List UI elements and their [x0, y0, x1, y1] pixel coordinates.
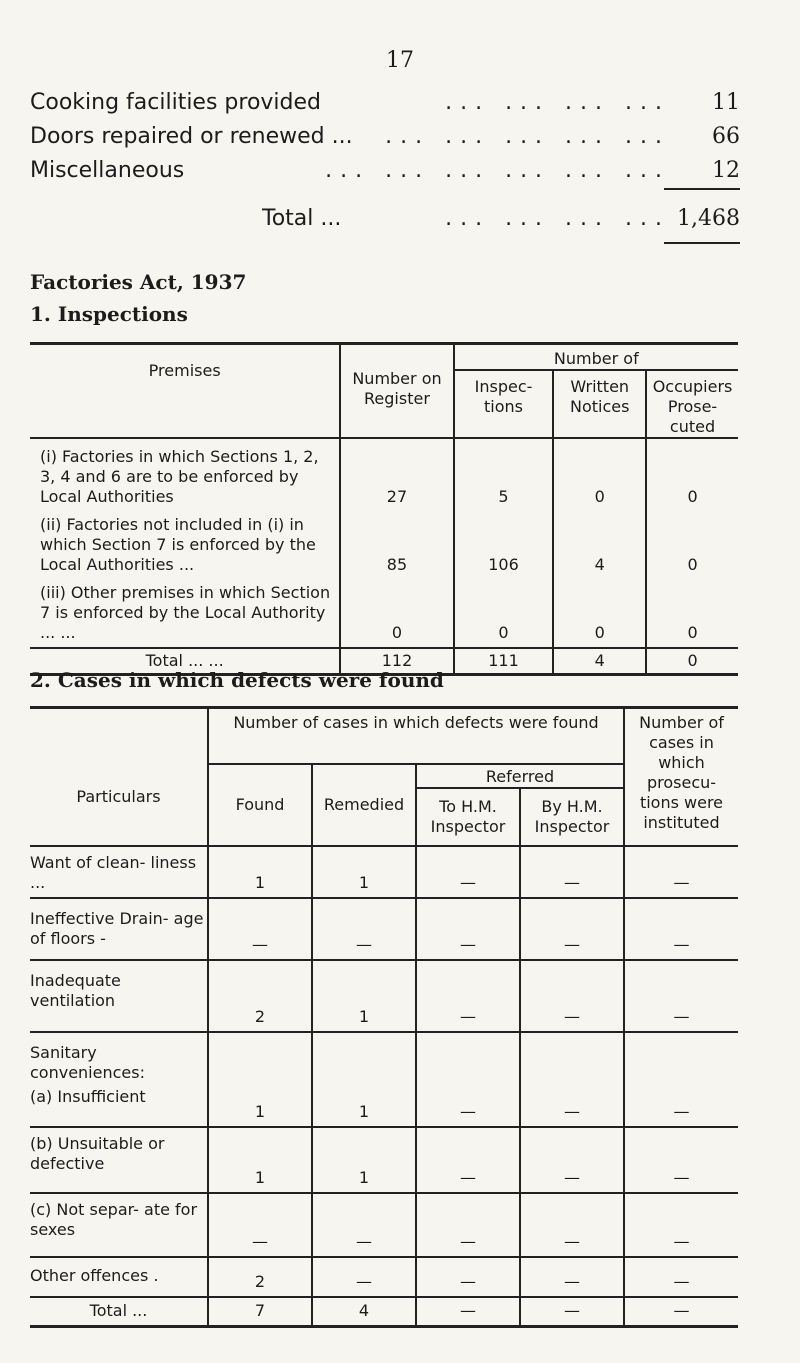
header-particulars: Particulars — [30, 708, 208, 846]
particulars-cell: Inadequate ventilation — [30, 960, 208, 1032]
found-cell — [208, 1032, 312, 1087]
by-hm-cell: — — [520, 898, 624, 960]
found-cell: — — [208, 1193, 312, 1257]
to-hm-cell: — — [416, 1127, 520, 1193]
found-cell: 2 — [208, 1257, 312, 1297]
total-prosecutions-cell: — — [624, 1297, 738, 1327]
summary-label: Cooking facilities provided — [30, 90, 322, 115]
prosecutions-cell: — — [624, 1087, 738, 1127]
remedied-cell: — — [312, 898, 416, 960]
section-title: 2. Cases in which defects were found — [30, 668, 444, 692]
leader-dots: ... ... ... ... ... — [385, 124, 670, 149]
summary-row — [30, 90, 740, 118]
prosecutions-cell — [624, 1032, 738, 1087]
total-by-hm-cell: — — [520, 1297, 624, 1327]
total-notices-cell: 4 — [553, 648, 646, 674]
prosecutions-cell: — — [624, 960, 738, 1032]
particulars-cell: Other offences . — [30, 1257, 208, 1297]
header-register: Number on Register — [340, 344, 453, 439]
total-prosecuted-cell: 0 — [646, 648, 738, 674]
by-hm-cell — [520, 1032, 624, 1087]
total-label-cell: Total ... ... — [145, 650, 224, 670]
total-to-hm-cell: — — [416, 1297, 520, 1327]
header-inspections: Inspec- tions — [454, 370, 554, 438]
leader-dots: ... ... ... ... — [445, 90, 670, 115]
found-cell: 1 — [208, 1087, 312, 1127]
inspections-cell: 0 — [454, 575, 554, 648]
header-number-of: Number of — [454, 344, 738, 371]
notices-cell: 0 — [553, 575, 646, 648]
leader-dots: ... ... ... ... — [445, 206, 670, 231]
premises-cell: (iii) Other premises in which Section 7 is enforced by the Local Authority ... ... — [30, 575, 340, 648]
prosecutions-cell: — — [624, 898, 738, 960]
notices-cell: 4 — [553, 507, 646, 575]
remedied-cell: 1 — [312, 846, 416, 898]
by-hm-cell: — — [520, 1257, 624, 1297]
summary-value: 12 — [712, 158, 740, 183]
particulars-cell: Want of clean- liness ... — [30, 846, 208, 898]
defects-table — [30, 706, 738, 1328]
particulars-cell: Ineffective Drain- age of floors - — [30, 898, 208, 960]
to-hm-cell — [416, 1032, 520, 1087]
summary-label: Doors repaired or renewed ... — [30, 124, 353, 149]
total-rule — [664, 242, 740, 244]
found-cell: 1 — [208, 846, 312, 898]
section-subtitle: 1. Inspections — [30, 302, 188, 326]
total-found-cell: 7 — [208, 1297, 312, 1327]
by-hm-cell: — — [520, 846, 624, 898]
particulars-cell: (b) Unsuitable or defective — [30, 1127, 208, 1193]
summary-label: Miscellaneous — [30, 158, 185, 183]
section-title: Factories Act, 1937 — [30, 270, 247, 294]
header-remedied: Remedied — [312, 764, 416, 846]
total-register-cell: 112 — [340, 648, 453, 674]
register-cell: 27 — [340, 438, 453, 507]
remedied-cell — [312, 1032, 416, 1087]
prosecutions-cell: — — [624, 1257, 738, 1297]
notices-cell: 0 — [553, 438, 646, 507]
header-by-hm: By H.M. Inspector — [520, 788, 624, 846]
register-cell: 0 — [340, 575, 453, 648]
to-hm-cell: — — [416, 898, 520, 960]
remedied-cell: — — [312, 1193, 416, 1257]
remedied-cell: — — [312, 1257, 416, 1297]
header-premises: Premises — [30, 344, 340, 439]
total-inspections-cell: 111 — [454, 648, 554, 674]
header-found: Found — [208, 764, 312, 846]
total-rule — [664, 188, 740, 190]
register-cell: 85 — [340, 507, 453, 575]
particulars-cell: (c) Not separ- ate for sexes — [30, 1193, 208, 1257]
remedied-cell: 1 — [312, 1127, 416, 1193]
prosecutions-cell: — — [624, 1127, 738, 1193]
inspections-cell: 5 — [454, 438, 554, 507]
remedied-cell: 1 — [312, 960, 416, 1032]
prosecutions-cell: — — [624, 1193, 738, 1257]
to-hm-cell: — — [416, 1193, 520, 1257]
to-hm-cell: — — [416, 960, 520, 1032]
prosecuted-cell: 0 — [646, 438, 738, 507]
premises-cell: (ii) Factories not included in (i) in which Section 7 is enforced by the Local Authorities ... — [40, 515, 316, 574]
to-hm-cell: — — [416, 846, 520, 898]
summary-total-row — [30, 206, 740, 234]
inspections-table — [30, 342, 738, 676]
total-label-cell: Total ... — [89, 1301, 148, 1321]
particulars-cell: (a) Insufficient — [30, 1087, 208, 1127]
prosecutions-cell: — — [624, 846, 738, 898]
to-hm-cell: — — [416, 1257, 520, 1297]
by-hm-cell: — — [520, 960, 624, 1032]
premises-cell: (i) Factories in which Sections 1, 2, 3, 4 and 6 are to be enforced by Local Authorities — [40, 447, 319, 506]
header-occupiers-prosecuted: Occupiers Prose- cuted — [646, 370, 738, 438]
by-hm-cell: — — [520, 1193, 624, 1257]
inspections-cell: 106 — [454, 507, 554, 575]
leader-dots: ... ... ... ... ... ... — [325, 158, 670, 183]
particulars-cell: Sanitary conveniences: — [30, 1042, 145, 1082]
total-remedied-cell: 4 — [312, 1297, 416, 1327]
by-hm-cell: — — [520, 1087, 624, 1127]
by-hm-cell: — — [520, 1127, 624, 1193]
found-cell: — — [208, 898, 312, 960]
to-hm-cell: — — [416, 1087, 520, 1127]
summary-value: 66 — [712, 124, 740, 149]
summary-row — [30, 124, 740, 152]
header-referred: Referred — [416, 764, 624, 788]
summary-value: 11 — [712, 90, 740, 115]
summary-row — [30, 158, 740, 186]
found-cell: 2 — [208, 960, 312, 1032]
header-prosecutions: Number of cases in which prosecu- tions were instituted — [624, 708, 738, 846]
prosecuted-cell: 0 — [646, 575, 738, 648]
header-to-hm: To H.M. Inspector — [416, 788, 520, 846]
prosecuted-cell: 0 — [646, 507, 738, 575]
header-number-of-cases: Number of cases in which defects were found — [208, 708, 624, 764]
summary-total-label: Total ... — [262, 206, 342, 231]
remedied-cell: 1 — [312, 1087, 416, 1127]
page-number: 17 — [386, 48, 414, 73]
summary-total-value: 1,468 — [677, 206, 740, 231]
found-cell: 1 — [208, 1127, 312, 1193]
header-written-notices: Written Notices — [553, 370, 646, 438]
